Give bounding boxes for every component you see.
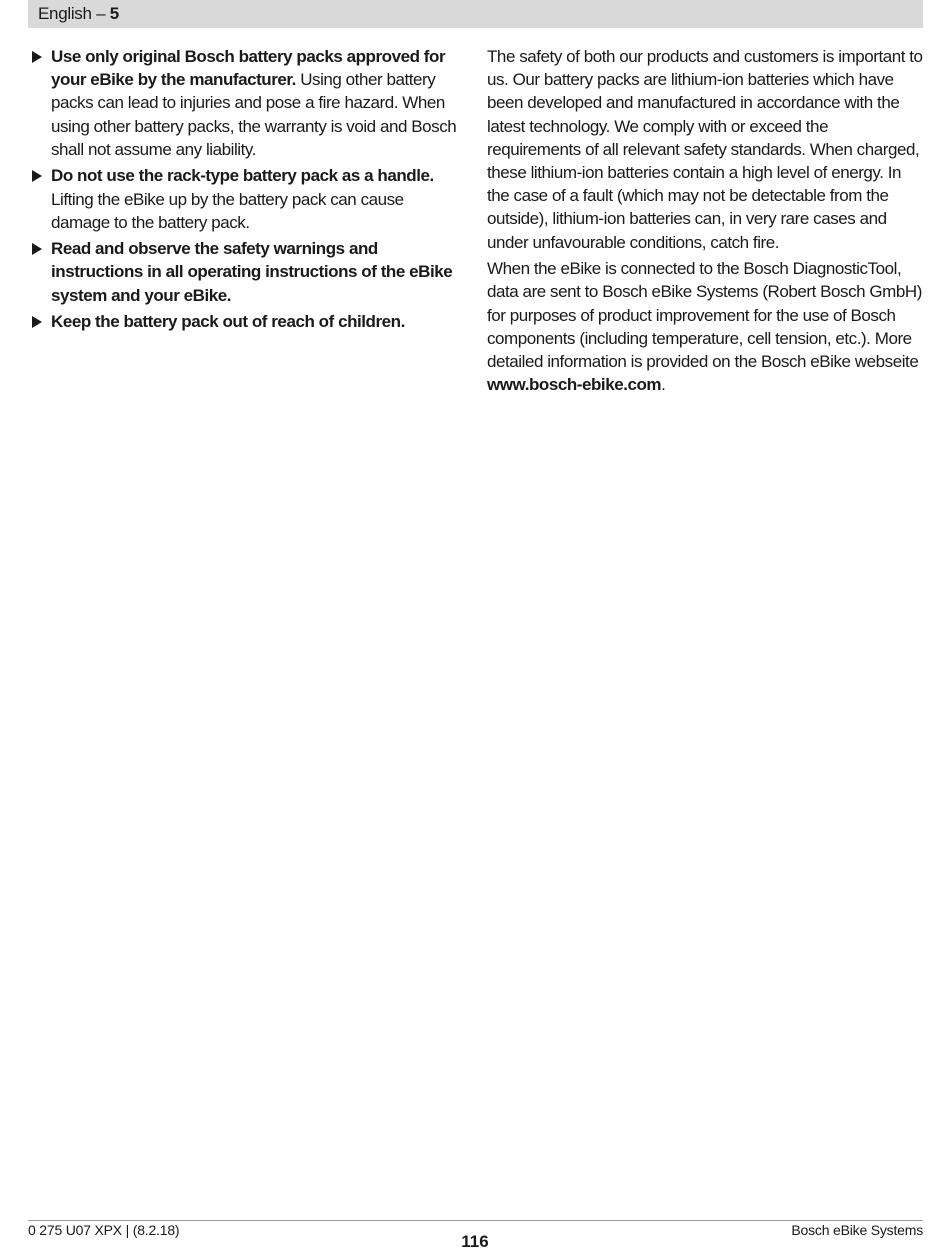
bullet-arrow-icon bbox=[32, 316, 42, 328]
bullet-text: Using other battery packs can lead to injuries and pose a fire hazard. When using other battery packs, the warranty is void and Bosch shall not assume any liability. bbox=[51, 70, 457, 159]
right-column bbox=[487, 45, 923, 400]
bullet-item bbox=[30, 45, 462, 161]
website-link[interactable]: www.bosch-ebike.com bbox=[487, 375, 662, 395]
page-number: 116 bbox=[461, 1232, 489, 1251]
bullet-bold-text: Keep the battery pack out of reach of children. bbox=[51, 312, 405, 332]
diagnostic-end: . bbox=[661, 375, 666, 395]
bullet-item bbox=[30, 237, 462, 307]
bullet-item bbox=[30, 164, 462, 234]
header-language: English bbox=[38, 4, 92, 23]
bullet-arrow-icon bbox=[32, 243, 42, 255]
header-section-number: 5 bbox=[109, 4, 119, 23]
safety-paragraph: The safety of both our products and customers is important to us. Our battery packs are lithium-ion batteries which have been developed and manufactured in accordance with the latest technology. We comply with or exceed the requirements of all relevant safety standards. When charged, these lithium-ion batteries contain a high level of energy. In the case of a fault (which may not be detectable from the outside), lithium-ion batteries can, in very rare cases and under unfavourable conditions, catch fire. bbox=[487, 47, 923, 252]
footer-doc-code: 0 275 U07 XPX | (8.2.18) bbox=[28, 1222, 180, 1238]
bullet-bold-text: Do not use the rack-type battery pack as a handle. bbox=[51, 166, 434, 186]
bullet-text: Lifting the eBike up by the battery pack can cause damage to the battery pack. bbox=[51, 189, 404, 232]
diagnostic-paragraph bbox=[487, 257, 923, 396]
bullet-arrow-icon bbox=[32, 170, 42, 182]
bullet-bold-text: Read and observe the safety warnings and instructions in all operating instructions of the eBike system and your eBike. bbox=[51, 239, 453, 305]
header-separator: – bbox=[91, 4, 110, 23]
page-header bbox=[28, 0, 923, 28]
bullet-item bbox=[30, 310, 462, 333]
diagnostic-text: When the eBike is connected to the Bosch DiagnosticTool, data are sent to Bosch eBike Systems (Robert Bosch GmbH) for purposes of product improvement for the use of Bosch components (including temperature, cell tension, etc.). More detailed information is provided on the Bosch eBike webseite bbox=[487, 259, 922, 371]
bullet-arrow-icon bbox=[32, 51, 42, 63]
bullet-bold-text: Use only original Bosch battery packs approved for your eBike by the manufacturer. bbox=[51, 47, 446, 90]
left-column bbox=[30, 45, 462, 337]
header-title bbox=[38, 4, 119, 24]
footer-company: Bosch eBike Systems bbox=[791, 1222, 923, 1238]
